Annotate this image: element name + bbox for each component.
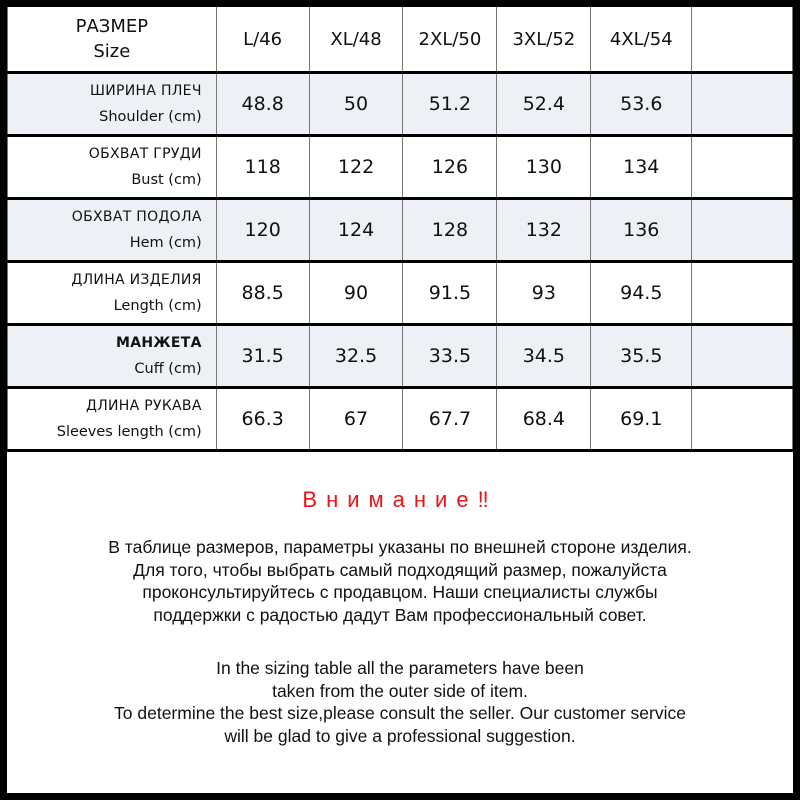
cell-value: 32.5 bbox=[309, 325, 403, 388]
table-row bbox=[8, 136, 793, 199]
cell-value: 91.5 bbox=[403, 262, 497, 325]
cell-value: 126 bbox=[403, 136, 497, 199]
cell-value: 128 bbox=[403, 199, 497, 262]
cell-value: 35.5 bbox=[591, 325, 692, 388]
cell-value: 66.3 bbox=[216, 388, 309, 451]
cell-value-empty bbox=[692, 136, 793, 199]
cell-value: 93 bbox=[497, 262, 591, 325]
notice-en-line: In the sizing table all the parameters have been bbox=[216, 658, 584, 678]
table-row bbox=[8, 262, 793, 325]
notice-ru-line: проконсультируйтесь с продавцом. Наши специалисты службы bbox=[142, 582, 658, 602]
cell-value: 52.4 bbox=[497, 73, 591, 136]
cell-value: 53.6 bbox=[591, 73, 692, 136]
cell-value: 118 bbox=[216, 136, 309, 199]
size-table bbox=[7, 7, 793, 452]
cell-value: 132 bbox=[497, 199, 591, 262]
size-header-empty bbox=[692, 7, 793, 73]
size-header: L/46 bbox=[216, 7, 309, 73]
notice-en-line: To determine the best size,please consult the seller. Our customer service bbox=[114, 703, 686, 723]
cell-value: 134 bbox=[591, 136, 692, 199]
cell-value-empty bbox=[692, 199, 793, 262]
cell-value: 51.2 bbox=[403, 73, 497, 136]
size-label-ru: РАЗМЕР bbox=[75, 16, 149, 37]
cell-value: 124 bbox=[309, 199, 403, 262]
size-header: 3XL/52 bbox=[497, 7, 591, 73]
notice-en-line: will be glad to give a professional suggestion. bbox=[224, 725, 576, 746]
table-row bbox=[8, 325, 793, 388]
row-label: ОБХВАТ ГРУДИ Bust (cm) bbox=[8, 136, 217, 199]
cell-value: 136 bbox=[591, 199, 692, 262]
notice-en-paragraph-2 bbox=[7, 702, 793, 747]
cell-value: 48.8 bbox=[216, 73, 309, 136]
cell-value-empty bbox=[692, 73, 793, 136]
notice-en-line: taken from the outer side of item. bbox=[272, 680, 528, 701]
row-label: ОБХВАТ ПОДОЛА Hem (cm) bbox=[8, 199, 217, 262]
cell-value-empty bbox=[692, 262, 793, 325]
size-header: 2XL/50 bbox=[403, 7, 497, 73]
header-label-cell bbox=[8, 7, 217, 73]
cell-value: 34.5 bbox=[497, 325, 591, 388]
cell-value: 33.5 bbox=[403, 325, 497, 388]
notice-en-paragraph-1 bbox=[7, 657, 793, 702]
table-row bbox=[8, 199, 793, 262]
cell-value: 67.7 bbox=[403, 388, 497, 451]
row-label: ДЛИНА ИЗДЕЛИЯ Length (cm) bbox=[8, 262, 217, 325]
cell-value: 68.4 bbox=[497, 388, 591, 451]
cell-value-empty bbox=[692, 388, 793, 451]
size-label-en: Size bbox=[93, 41, 131, 62]
cell-value: 130 bbox=[497, 136, 591, 199]
notice-ru-line: Для того, чтобы выбрать самый подходящий размер, пожалуйста bbox=[133, 559, 667, 580]
row-label: ШИРИНА ПЛЕЧ Shoulder (cm) bbox=[8, 73, 217, 136]
cell-value: 120 bbox=[216, 199, 309, 262]
cell-value: 69.1 bbox=[591, 388, 692, 451]
table-row bbox=[8, 388, 793, 451]
header-row bbox=[8, 7, 793, 73]
notice-title: Внимание‼ bbox=[302, 487, 498, 512]
cell-value: 122 bbox=[309, 136, 403, 199]
cell-value: 50 bbox=[309, 73, 403, 136]
row-label: ДЛИНА РУКАВА Sleeves length (cm) bbox=[8, 388, 217, 451]
row-label: МАНЖЕТА Cuff (cm) bbox=[8, 325, 217, 388]
size-header: XL/48 bbox=[309, 7, 403, 73]
notice-ru-line: В таблице размеров, параметры указаны по внешней стороне изделия. bbox=[108, 537, 692, 557]
cell-value: 31.5 bbox=[216, 325, 309, 388]
cell-value-empty bbox=[692, 325, 793, 388]
notice-ru-line: поддержки с радостью дадут Вам профессиональный совет. bbox=[153, 604, 647, 625]
cell-value: 94.5 bbox=[591, 262, 692, 325]
table-row bbox=[8, 73, 793, 136]
cell-value: 90 bbox=[309, 262, 403, 325]
cell-value: 67 bbox=[309, 388, 403, 451]
cell-value: 88.5 bbox=[216, 262, 309, 325]
notice-ru-paragraph bbox=[7, 536, 793, 626]
size-header: 4XL/54 bbox=[591, 7, 692, 73]
